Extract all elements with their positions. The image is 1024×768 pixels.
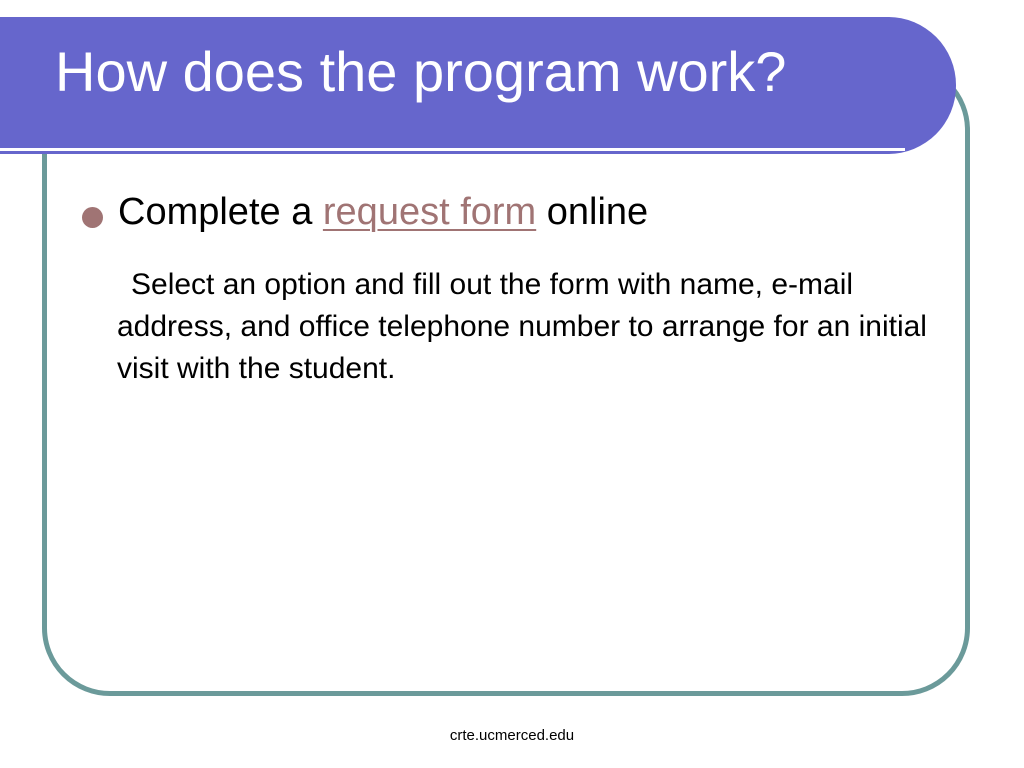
sub-bullet-text: Select an option and fill out the form with name, e-mail address, and office telephone number to arrange for an initial visit with the student. <box>117 268 927 385</box>
title-underline <box>0 148 905 151</box>
bullet-dot-icon <box>82 207 103 228</box>
slide-title: How does the program work? <box>55 40 787 103</box>
bullet-prefix: Complete a <box>118 191 323 233</box>
bullet-suffix: online <box>536 191 649 233</box>
request-form-link[interactable]: request form <box>322 191 537 233</box>
footer-text: crte.ucmerced.edu <box>449 727 575 744</box>
bullet-text <box>118 190 648 236</box>
